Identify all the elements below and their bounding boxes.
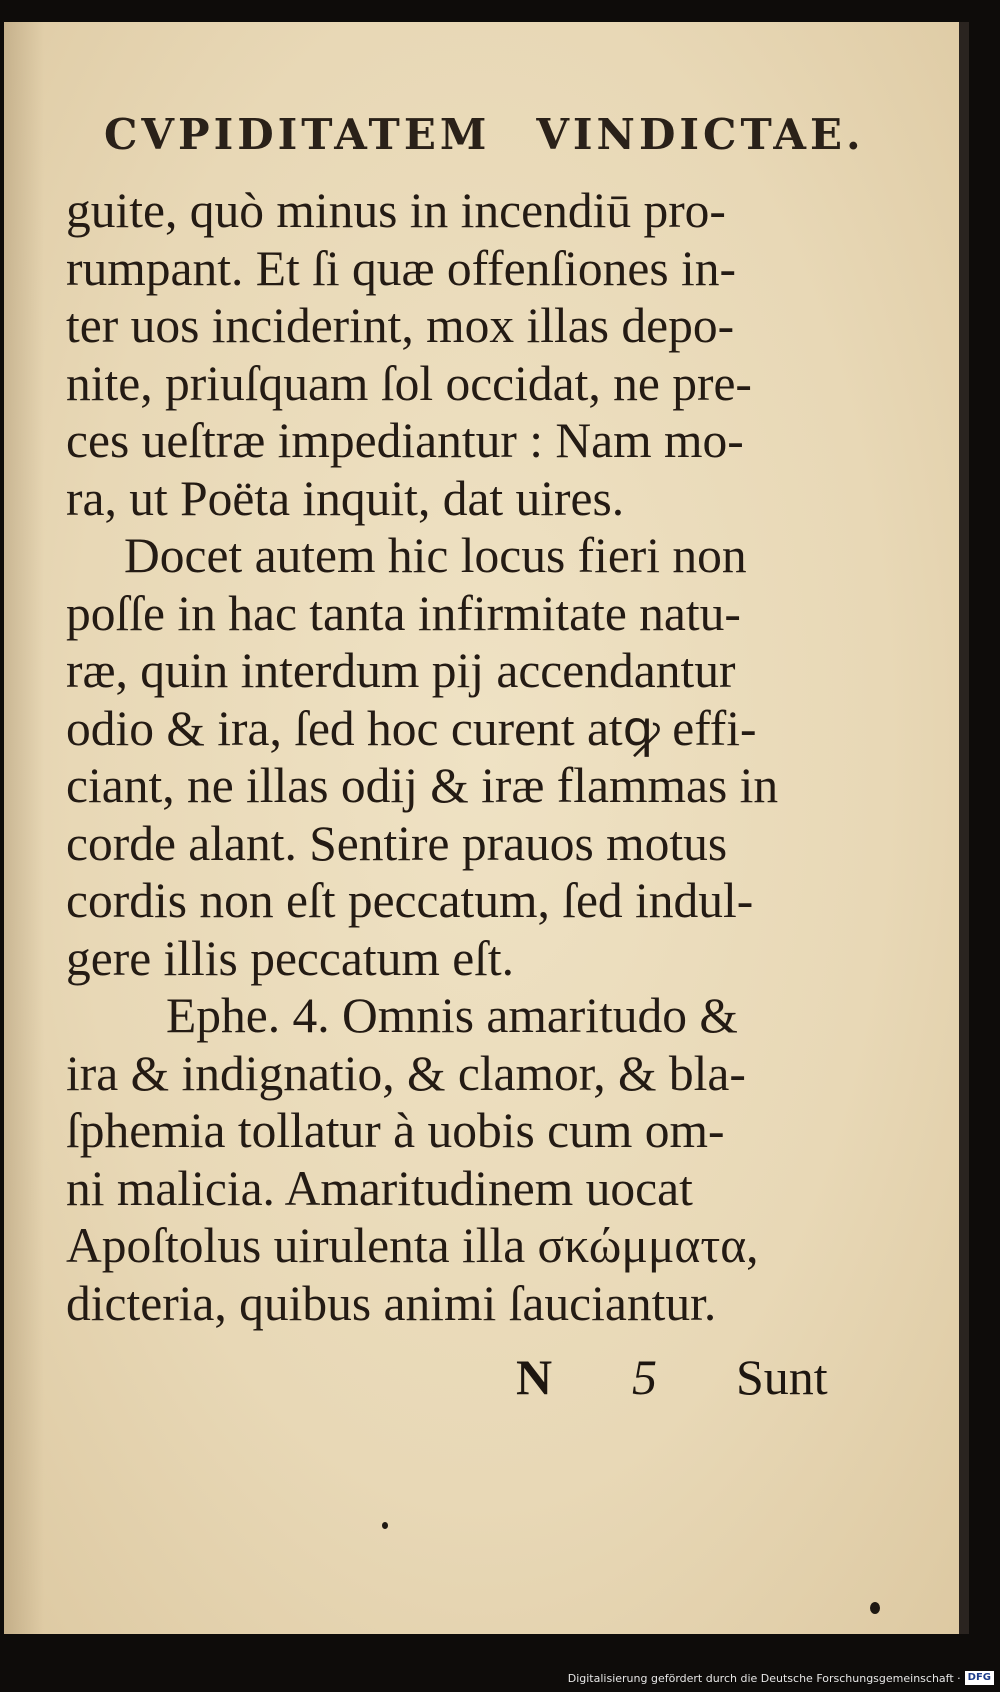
running-header-right: VINDICTAE. <box>536 110 865 159</box>
text-line: poſſe in hac tanta infirmitate natu- <box>66 585 741 641</box>
credit-text: Digitalisierung gefördert durch die Deutsche Forschungsgemeinschaft · <box>567 1671 961 1685</box>
text-line: rumpant. Et ſi quæ offenſiones in- <box>66 240 736 296</box>
text-line: ni malicia. Amaritudinem uocat <box>66 1160 693 1216</box>
text-line: cordis non eſt peccatum, ſed indul- <box>66 873 754 928</box>
digitization-credit <box>568 1668 994 1688</box>
text-line: ſphemia tollatur à uobis cum om- <box>66 1103 725 1158</box>
catchword: Sunt <box>736 1349 828 1405</box>
text-line: corde alant. Sentire prauos motus <box>66 815 728 871</box>
text-line: Apoſtolus uirulenta illa σκώμματα, <box>66 1218 759 1273</box>
book-page <box>4 22 962 1634</box>
text-line: Docet autem hic locus fieri non <box>124 528 747 583</box>
text-line: ter uos inciderint, mox illas depo- <box>66 298 735 353</box>
spine-shadow <box>4 22 44 1634</box>
running-header <box>104 110 865 159</box>
text-line: ræ, quin interdum pij accendantur <box>66 643 736 698</box>
text-line: nite, priuſquam ſol occidat, ne pre- <box>66 355 752 411</box>
ink-speck <box>382 1522 388 1529</box>
text-line: ra, ut Poëta inquit, dat uires. <box>66 470 625 526</box>
page-edge <box>959 22 969 1634</box>
signature-mark: N <box>516 1349 553 1405</box>
signature-number: 5 <box>632 1349 657 1405</box>
text-line: ces ueſtræ impediantur : Nam mo- <box>66 413 744 468</box>
text-line: ira & indignatio, & clamor, & bla- <box>66 1045 746 1101</box>
text-line: odio & ira, ſed hoc curent atꝙ effi- <box>66 700 757 756</box>
body-text <box>66 182 846 1332</box>
text-line: guite, quò minus in incendiū pro- <box>66 183 726 238</box>
text-line: dicteria, quibus animi ſauciantur. <box>66 1275 717 1331</box>
text-line: ciant, ne illas odij & iræ flammas in <box>66 758 779 813</box>
running-header-left: CVPIDITATEM <box>104 110 491 159</box>
text-line: Ephe. 4. Omnis amaritudo & <box>166 988 738 1043</box>
dfg-logo-icon: DFG <box>965 1671 994 1685</box>
text-line: gere illis peccatum eſt. <box>66 930 515 986</box>
ink-speck <box>870 1602 880 1614</box>
